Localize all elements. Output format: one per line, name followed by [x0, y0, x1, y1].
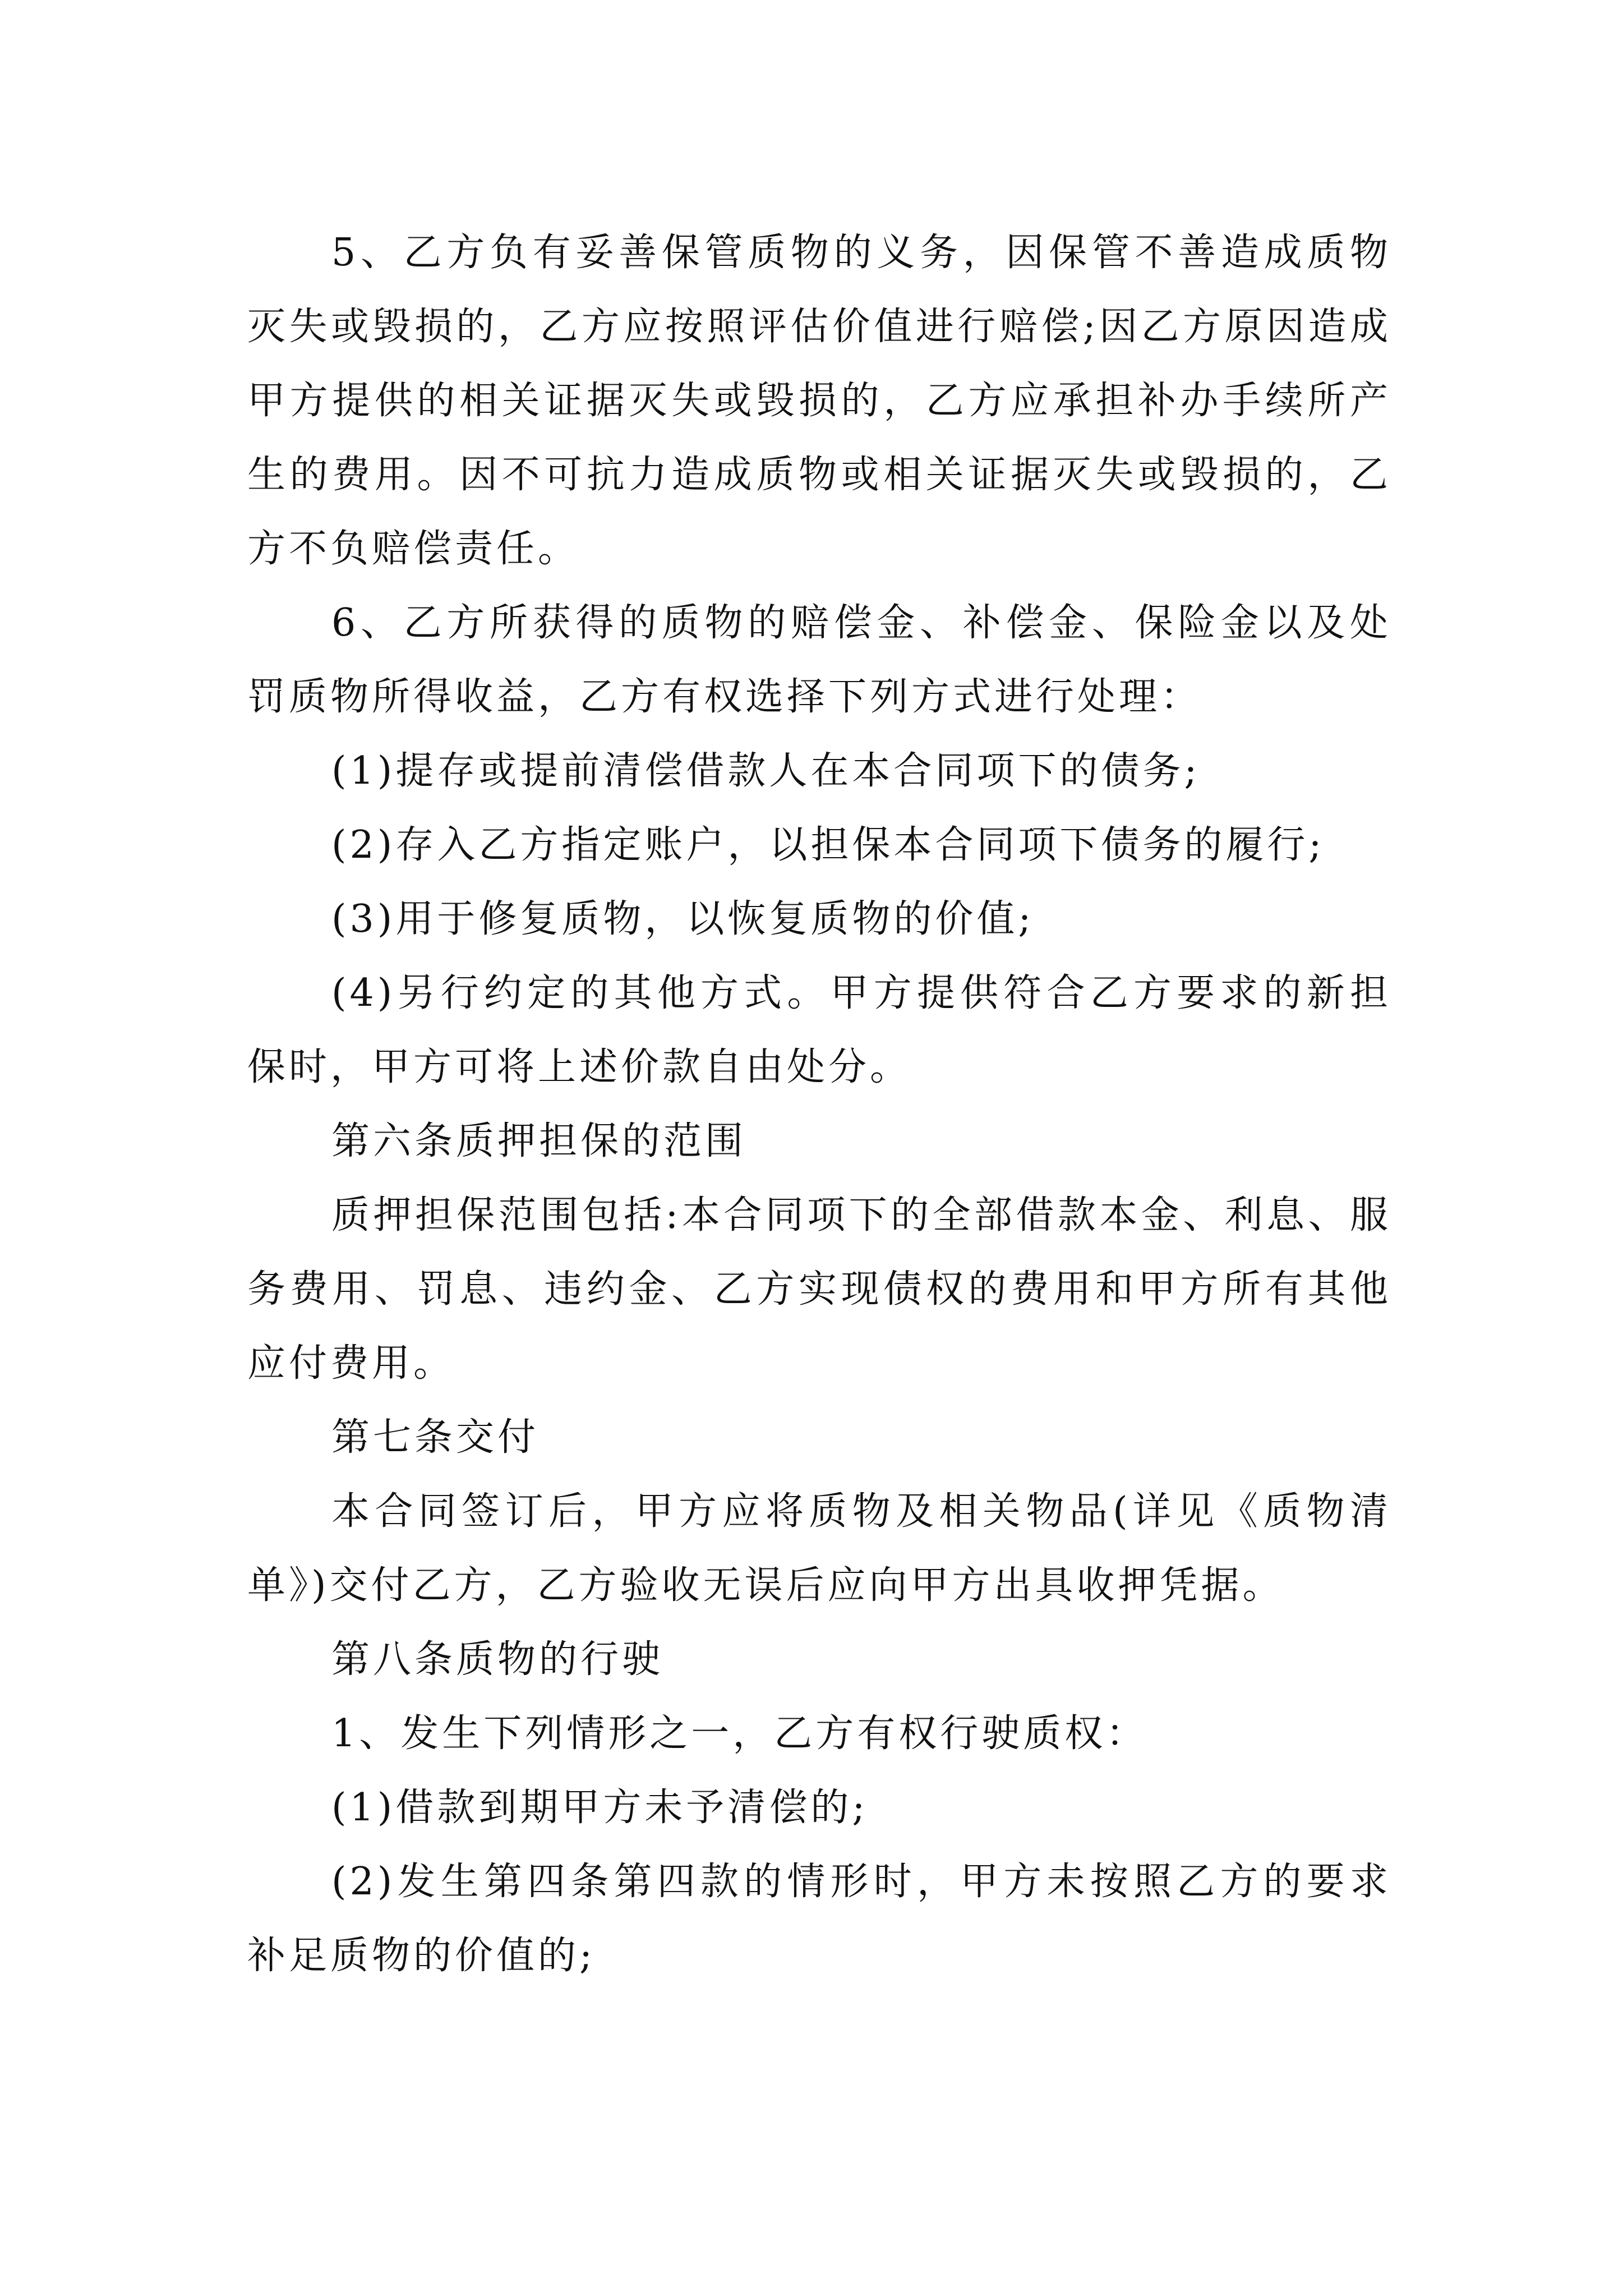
paragraph-item-3: (3)用于修复质物，以恢复质物的价值; — [331, 897, 1035, 941]
article-7-heading: 第七条交付 — [331, 1415, 540, 1460]
article-6-heading: 第六条质押担保的范围 — [331, 1119, 747, 1163]
document-body — [247, 216, 1391, 1993]
paragraph-item-4: (4)另行约定的其他方式。甲方提供符合乙方要求的新担保时，甲方可将上述价款自由处分。 — [247, 971, 1391, 1089]
paragraph-clause-6: 6、乙方所获得的质物的赔偿金、补偿金、保险金以及处罚质物所得收益，乙方有权选择下列方式进行处理： — [247, 601, 1391, 719]
article-6-body: 质押担保范围包括:本合同项下的全部借款本金、利息、服务费用、罚息、违约金、乙方实现债权的费用和甲方所有其他应付费用。 — [247, 1193, 1391, 1386]
paragraph-clause-5: 5、乙方负有妥善保管质物的义务，因保管不善造成质物灭失或毁损的，乙方应按照评估价值进行赔偿;因乙方原因造成甲方提供的相关证据灭失或毁损的，乙方应承担补办手续所产生的费用。因不可抗力造成质物或相关证据灭失或毁损的，乙方不负赔偿责任。 — [247, 231, 1391, 571]
article-7-body: 本合同签订后，甲方应将质物及相关物品(详见《质物清单》)交付乙方，乙方验收无误后应向甲方出具收押凭据。 — [247, 1489, 1391, 1608]
paragraph-item-2: (2)存入乙方指定账户，以担保本合同项下债务的履行; — [331, 823, 1325, 867]
paragraph-item-1: (1)提存或提前清偿借款人在本合同项下的债务; — [331, 749, 1201, 793]
article-8-heading: 第八条质物的行驶 — [331, 1637, 664, 1682]
article-8-item-1: (1)借款到期甲方未予清偿的; — [331, 1786, 869, 1830]
article-8-item-2: (2)发生第四条第四款的情形时，甲方未按照乙方的要求补足质物的价值的; — [247, 1860, 1391, 1978]
article-8-clause-1: 1、发生下列情形之一，乙方有权行驶质权： — [331, 1711, 1148, 1756]
